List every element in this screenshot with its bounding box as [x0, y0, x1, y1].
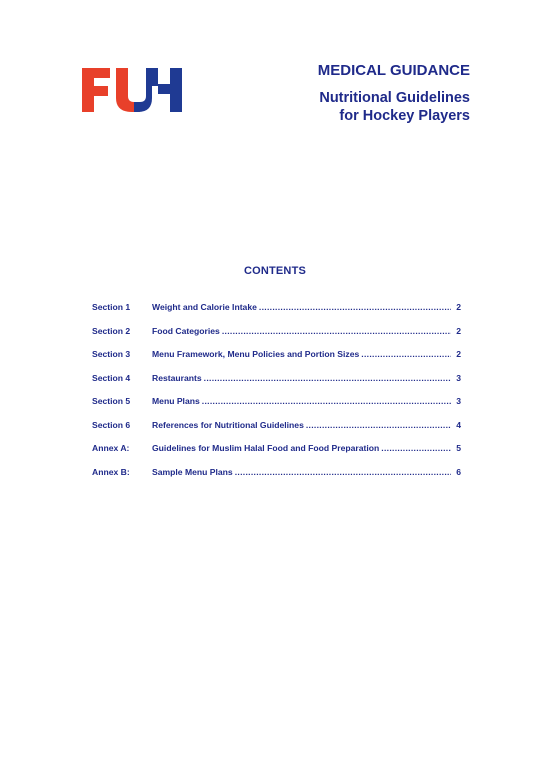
toc-section-label: Annex B: — [92, 466, 130, 477]
toc-entry[interactable] — [92, 467, 461, 491]
toc-entry[interactable] — [92, 349, 461, 373]
toc-entry-title: Menu Framework, Menu Policies and Portion Sizes — [152, 349, 360, 359]
toc-dot-leader — [361, 349, 451, 359]
toc-section-label: Section 4 — [92, 372, 131, 383]
toc-entry-title: References for Nutritional Guidelines — [152, 419, 304, 430]
toc-entry[interactable] — [92, 373, 461, 397]
toc-page-number: 2 — [456, 302, 461, 312]
toc-entry[interactable] — [92, 420, 461, 444]
toc-section-label: Annex A: — [92, 443, 130, 453]
toc-entry-title: Restaurants — [152, 372, 202, 383]
toc-section-label: Section 3 — [92, 349, 131, 359]
toc-page-number: 4 — [456, 419, 461, 430]
toc-entry[interactable] — [92, 326, 461, 350]
fih-logo — [80, 66, 184, 114]
toc-entry[interactable] — [92, 302, 461, 326]
toc-dot-leader — [235, 467, 451, 477]
document-category: MEDICAL GUIDANCE — [317, 62, 470, 79]
toc-page-number: 3 — [456, 396, 461, 406]
toc-page-number: 3 — [456, 372, 461, 383]
toc-entry-title: Food Categories — [152, 325, 220, 336]
toc-page-number: 2 — [456, 325, 461, 336]
toc-page-number: 2 — [456, 349, 461, 359]
toc-entry-title: Guidelines for Muslim Halal Food and Food Preparation — [152, 443, 380, 453]
toc-entry-title: Menu Plans — [152, 396, 200, 406]
toc-entry-title: Sample Menu Plans — [152, 466, 233, 477]
toc-page-number: 6 — [456, 466, 461, 477]
toc-dot-leader — [306, 420, 451, 430]
toc-section-label: Section 5 — [92, 396, 131, 406]
toc-dot-leader — [381, 443, 451, 453]
toc-entry[interactable] — [92, 396, 461, 420]
document-title-line1: Nutritional Guidelines — [319, 90, 470, 106]
toc-dot-leader — [222, 326, 451, 336]
toc-dot-leader — [259, 302, 451, 312]
document-title-line2: for Hockey Players — [339, 108, 470, 124]
toc-entry[interactable] — [92, 443, 461, 467]
table-of-contents — [92, 302, 461, 490]
document-header — [318, 62, 470, 125]
toc-dot-leader — [202, 396, 451, 406]
contents-heading: CONTENTS — [243, 265, 307, 277]
toc-section-label: Section 1 — [92, 302, 131, 312]
toc-dot-leader — [204, 373, 451, 383]
toc-entry-title: Weight and Calorie Intake — [152, 302, 257, 312]
toc-section-label: Section 6 — [92, 419, 131, 430]
toc-section-label: Section 2 — [92, 325, 131, 336]
toc-page-number: 5 — [456, 443, 461, 453]
